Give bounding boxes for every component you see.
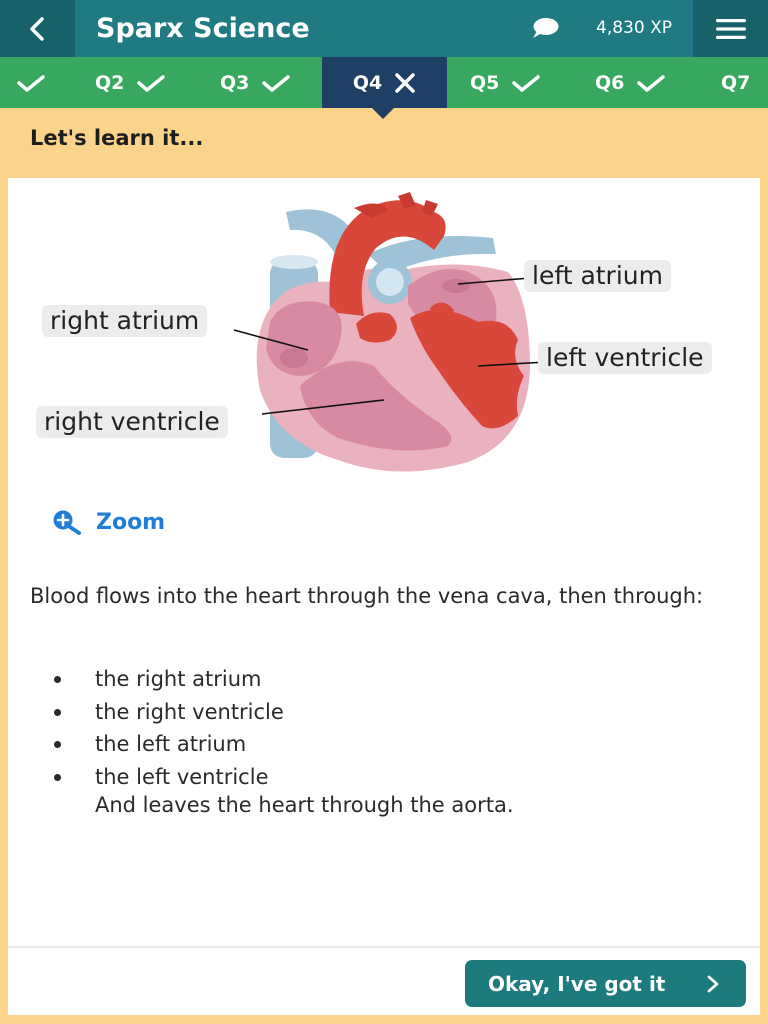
label-right-ventricle: right ventricle — [36, 406, 228, 438]
chevron-right-icon — [706, 975, 720, 993]
footer-divider — [8, 946, 760, 948]
list-item-text: the right ventricle — [95, 699, 284, 724]
explanation-text: Blood flows into the heart through the vena cava, then through: — [30, 584, 704, 608]
question-tab-q1[interactable] — [16, 57, 46, 108]
list-item-text: the right atrium — [95, 667, 262, 691]
label-right-atrium: right atrium — [42, 305, 207, 337]
list-item — [30, 728, 750, 761]
label-left-ventricle: left ventricle — [538, 342, 712, 374]
zoom-in-icon — [52, 509, 82, 535]
learn-heading: Let's learn it... — [30, 126, 204, 150]
check-icon — [261, 73, 291, 93]
list-item — [30, 761, 750, 794]
xp-counter: 4,830 XP — [596, 18, 672, 38]
top-bar — [0, 0, 768, 57]
question-tab-label: Q7 — [721, 71, 751, 94]
blood-flow-list — [30, 663, 750, 793]
list-item-text: the left ventricle — [95, 764, 269, 789]
chat-bubble-icon[interactable] — [531, 17, 559, 39]
question-tab-label: Q3 — [220, 71, 250, 94]
bullet-dot — [54, 774, 61, 781]
current-question-pointer — [372, 108, 394, 119]
question-tab-label: Q2 — [95, 71, 125, 94]
list-item — [30, 696, 750, 729]
lesson-card — [8, 178, 760, 1015]
check-icon — [136, 73, 166, 93]
question-tab-q7[interactable] — [721, 57, 750, 108]
question-tab-label: Q4 — [352, 71, 383, 94]
heart-diagram — [38, 190, 738, 480]
question-tab-q3[interactable] — [220, 57, 291, 108]
check-icon — [636, 73, 666, 93]
question-navigation-bar — [0, 57, 768, 108]
question-tab-q2[interactable] — [95, 57, 166, 108]
question-tab-q6[interactable] — [595, 57, 666, 108]
check-icon — [511, 73, 541, 93]
bullet-dot — [54, 676, 61, 683]
cross-icon — [394, 73, 416, 93]
menu-button[interactable] — [693, 0, 768, 57]
back-button[interactable] — [0, 0, 75, 57]
zoom-button[interactable] — [52, 505, 165, 539]
label-left-atrium: left atrium — [524, 260, 671, 292]
list-item — [30, 663, 750, 696]
question-tab-label: Q5 — [470, 71, 500, 94]
list-item-text: the left atrium — [95, 732, 247, 756]
closing-text: And leaves the heart through the aorta. — [95, 793, 514, 817]
bullet-dot — [54, 741, 61, 748]
hamburger-menu-icon — [716, 18, 746, 40]
question-tab-label: Q6 — [595, 71, 625, 94]
okay-button-label: Okay, I've got it — [488, 971, 666, 996]
question-tab-q4[interactable] — [322, 57, 447, 108]
app-title: Sparx Science — [96, 13, 310, 44]
check-icon — [16, 73, 46, 93]
zoom-label: Zoom — [96, 509, 166, 535]
bullet-dot — [54, 709, 61, 716]
okay-got-it-button[interactable] — [465, 960, 746, 1007]
chevron-left-icon — [27, 16, 49, 42]
question-tab-q5[interactable] — [470, 57, 541, 108]
